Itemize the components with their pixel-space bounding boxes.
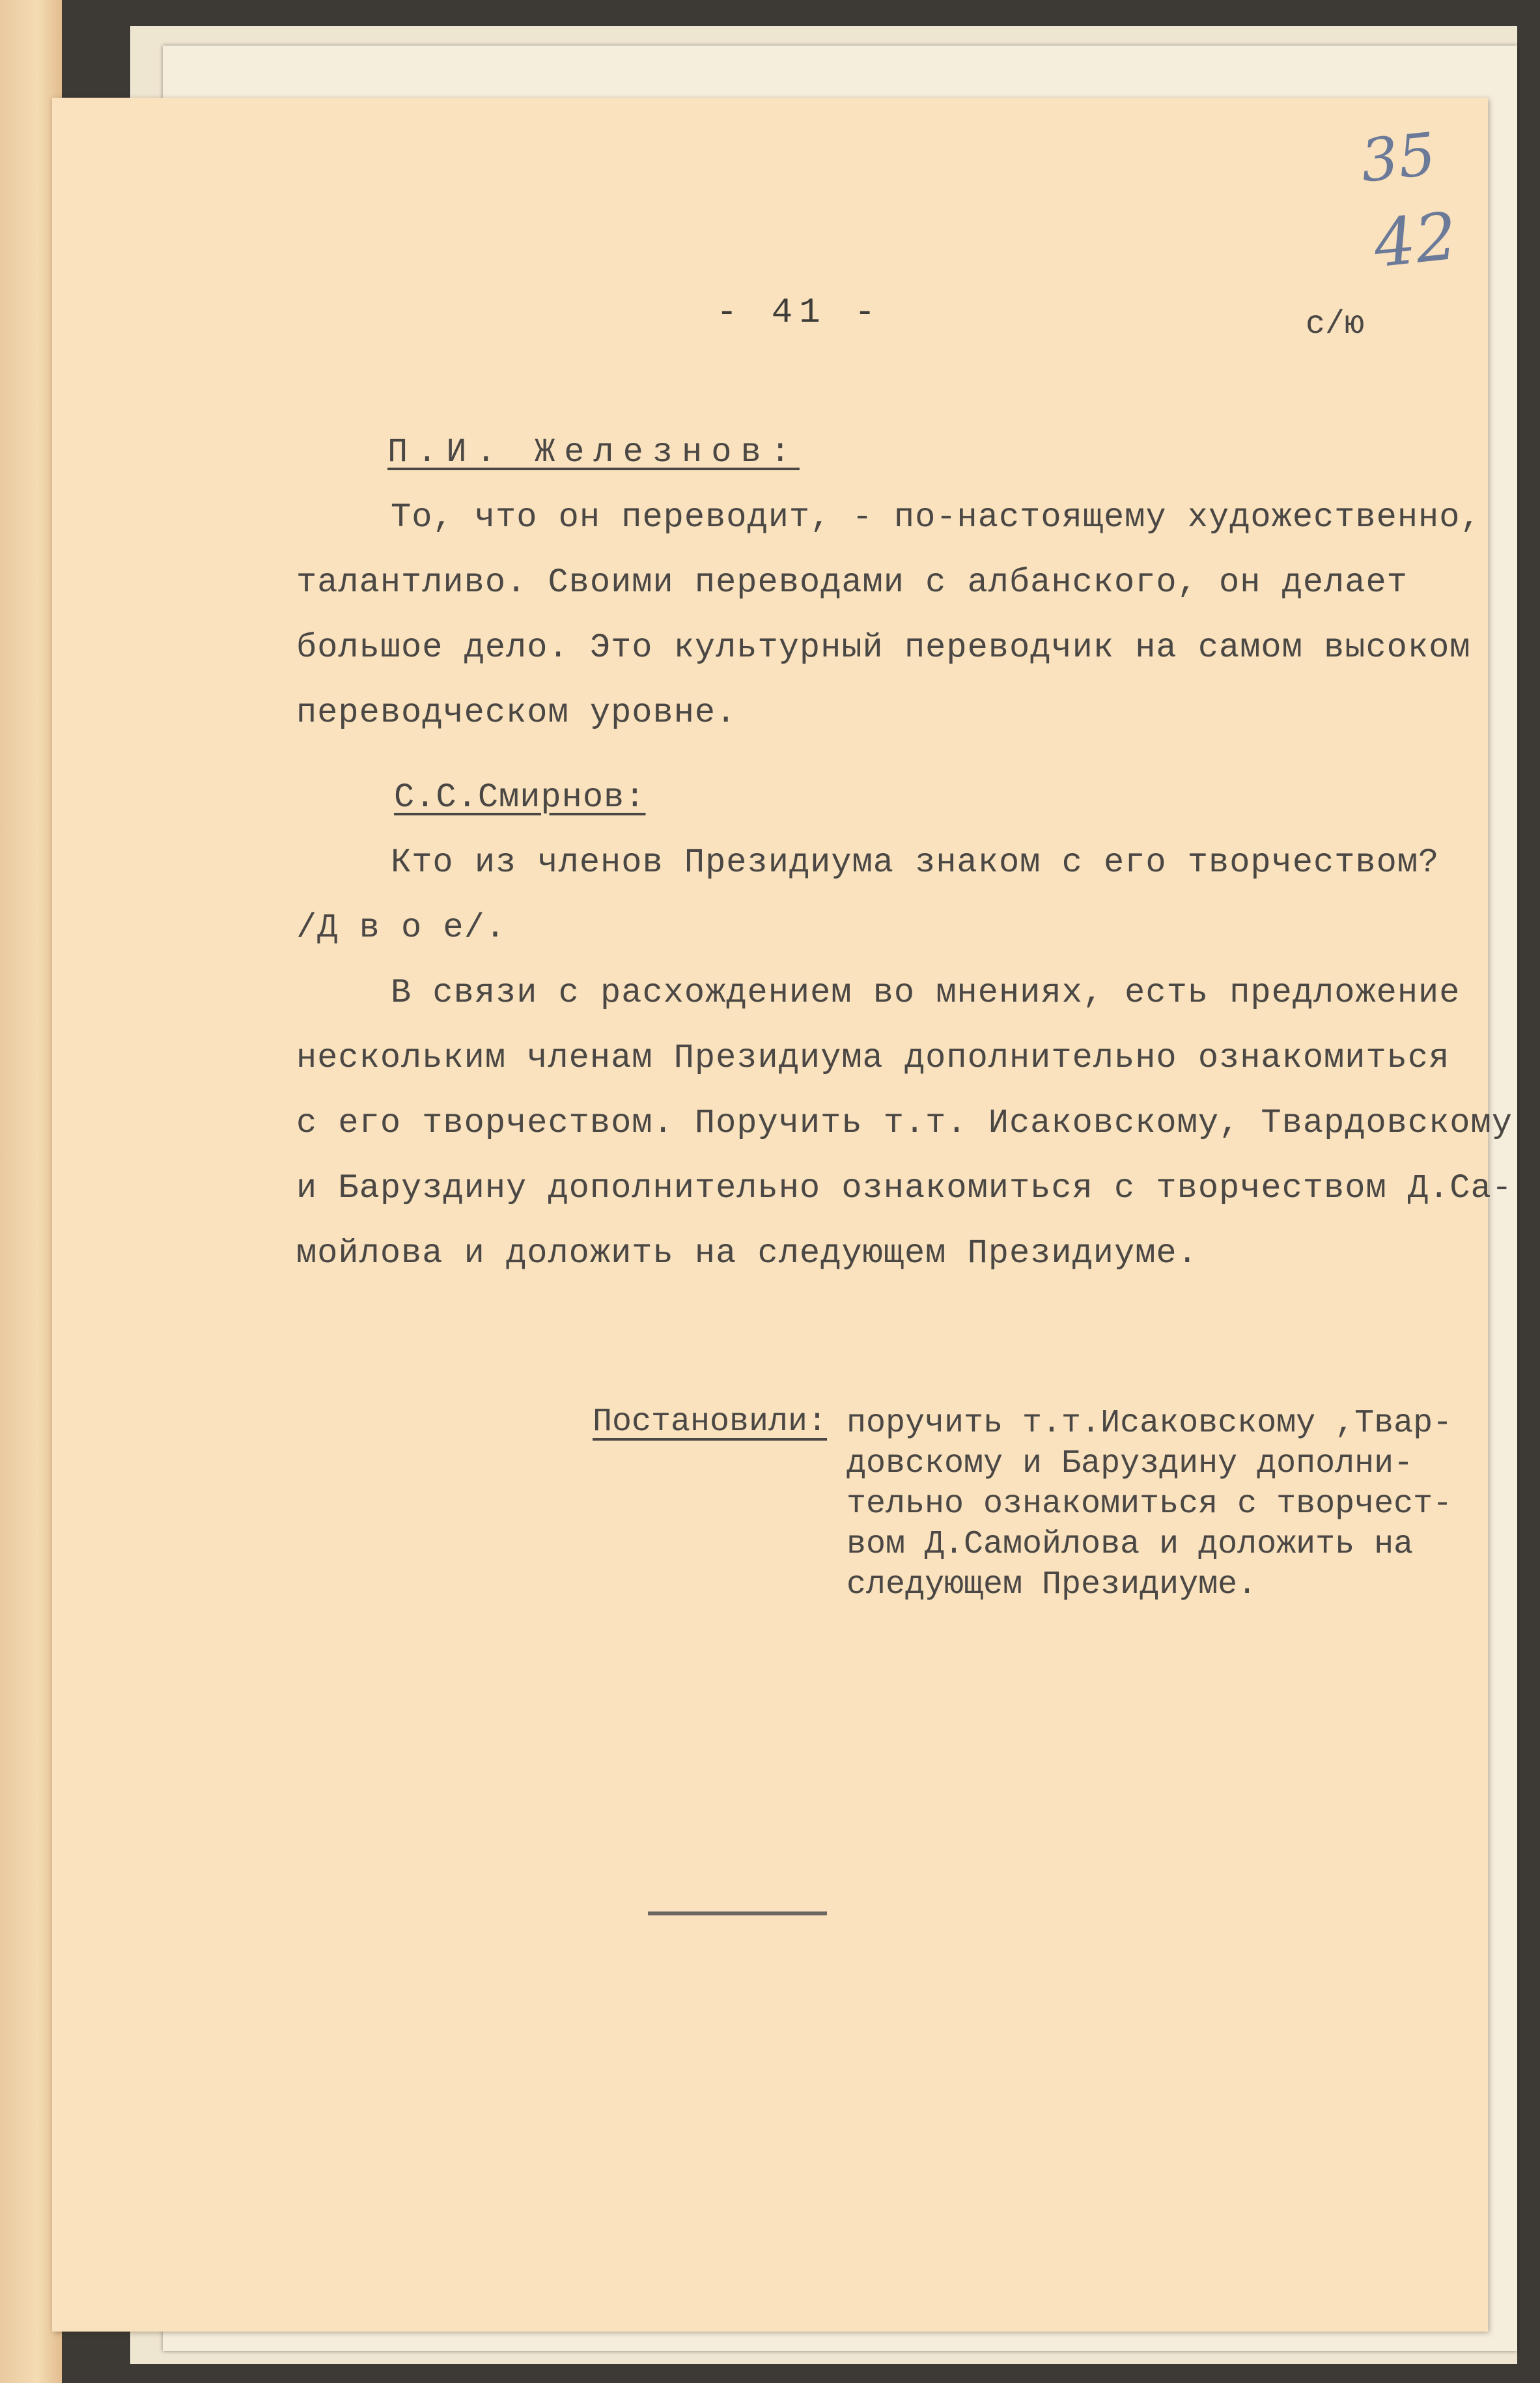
document-page [52, 98, 1513, 2332]
text-line: Кто из членов Президиума знаком с его творчеством? [391, 843, 1440, 882]
text-line: большое дело. Это культурный переводчик на самом высоком [296, 628, 1471, 667]
folio-mark: 35 [1357, 120, 1439, 196]
text-line: В связи с расхождением во мнениях, есть предложение [391, 974, 1461, 1012]
text-line: То, что он переводит, - по-настоящему художественно, [391, 498, 1481, 537]
text-line: мойлова и доложить на следующем Президиуме. [296, 1234, 1198, 1273]
resolution-line: следующем Президиуме. [847, 1566, 1257, 1603]
speaker-heading: П.И. Железнов: [387, 433, 800, 472]
folio-mark: 42 [1370, 197, 1461, 283]
resolution-label: Постановили: [593, 1403, 828, 1441]
text-line: и Баруздину дополнительно ознакомиться с творчеством Д.Са- [296, 1169, 1513, 1207]
resolution-text [847, 1403, 1452, 1605]
page-number: - 41 - [716, 293, 882, 333]
resolution-line: поручить т.т.Исаковскому ,Твар- [847, 1405, 1453, 1442]
text-line: с его творчеством. Поручить т.т. Исаковскому, Твардовскому [296, 1104, 1513, 1142]
resolution-line: довскому и Баруздину дополни- [847, 1445, 1414, 1482]
text-line: /Д в о е/. [296, 909, 507, 947]
closing-rule [648, 1911, 827, 1915]
speaker-heading: С.С.Смирнов: [394, 778, 646, 817]
text-line: переводческом уровне. [296, 694, 737, 732]
resolution-line: вом Д.Самойлова и доложить на [847, 1526, 1414, 1563]
document-code: с/ю [1306, 306, 1365, 343]
resolution-line: тельно ознакомиться с творчест- [847, 1486, 1453, 1523]
text-line: талантливо. Своими переводами с албанского, он делает [296, 563, 1408, 602]
text-line: нескольким членам Президиума дополнительно ознакомиться [296, 1039, 1450, 1077]
